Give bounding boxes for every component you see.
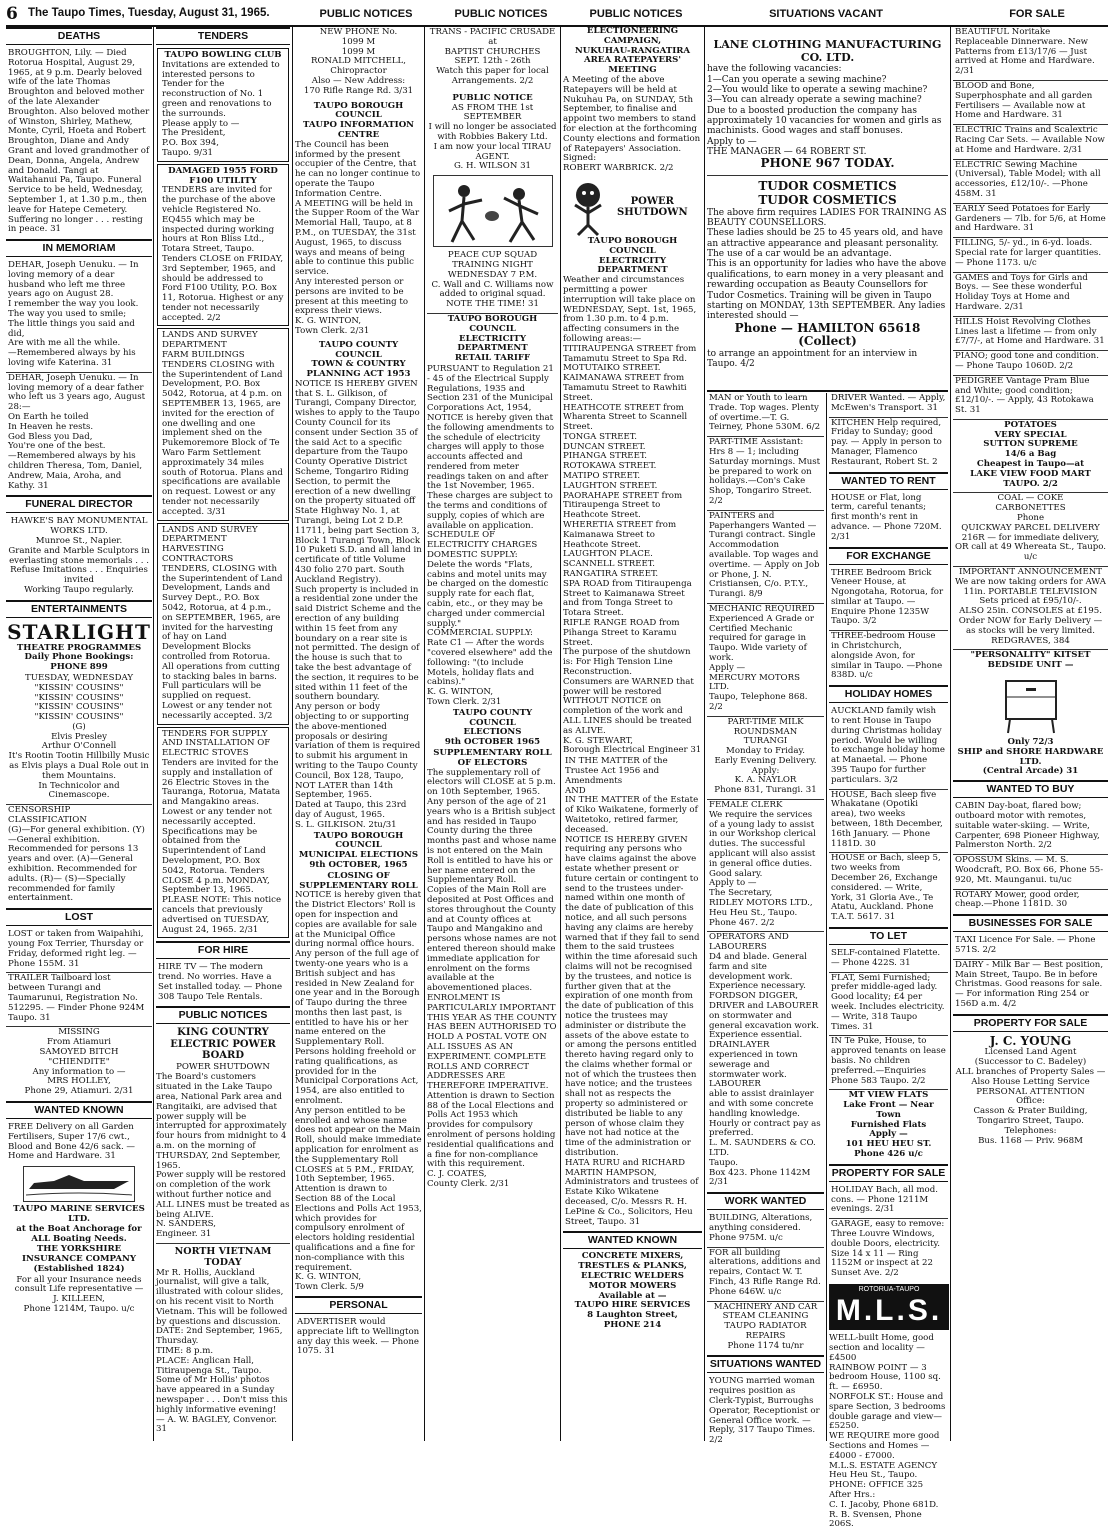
information-centre-notice: The Council has been informed by the present occupier of the Centre, that he can no longer continue to operate the Taupo Information Centre. A MEETING will be held in the Supper Room of the War Memorial Hall, Taupo, at 8 P.M., on TUESDAY, the 31st August, 1965, to discuss ways and means of being able to continue this public service. Any interested person or persons are invited to be present at this meeting to express their views. K. G. WINTON, Town Clerk. 2/31 [295, 139, 421, 336]
work-wanted-heading: WORK WANTED [707, 1192, 824, 1210]
games-toys-ad: GAMES and Toys for Girls and Boys. — See these wonderful Holiday Toys at Home and Hardware. 2/31 [953, 272, 1108, 314]
deaths-heading: DEATHS [6, 27, 152, 45]
kiko-estate-notice: IN THE MATTER of the Trustee Act 1956 and Amendments AND IN THE MATTER of the Estate of Kiko Waikatene, formerly of Waitetoko, retired farmer, deceased. NOTICE IS HEREBY GIVEN requiring any persons who have claims against the above estate whether present or future certain or contingent to send to the trustees under-named within one month of the date of publication of this notice, and all such persons having any claims are hereby warned that if they fail to send them to the said trustees within the time aforesaid such claims will not be recognised by the trustees, and notice is further given that at the expiration of one month from the date of publication of this notice the trustees may administer or distribute the assets of the above estate to or among the persons entitled thereto having regard only to the claims whether formal or not of which the trustees then have notice; and the trustees shall not as respects the property so administered or distributed be liable to any person of whose claim they have not had notice at the time of the administration or distribution. HATA RURU and RICHARD MARTIN HAMPSON, Administrators and trustees of Estate Kiko Wikatene deceased, C/o. Messrs R. H. LePine & Co., Solicitors, Heu Street, Taupo. 31 [565, 756, 700, 1227]
brick-house-ad: THREE Bedroom Brick Veneer House, at Ngongotaha, Rotorua, for similar at Taupo. — Enquire Phone 1235W Taupo. 3/2 [831, 567, 944, 627]
property-for-sale-heading-2: PROPERTY FOR SALE [953, 1014, 1108, 1032]
seed-potatoes-ad: EARLY Seed Potatoes for Early Gardeners — 7lb. for 5/6, at Home and Hardware. 31 [953, 203, 1108, 235]
jc-young-text: Licensed Land Agent (Successor to C. Badeley) ALL branches of Property Sales — Also House Letting Service PERSONAL ATTENTION Office: Casson & Prater Building, Tongariro Street, Taupo. Telephones: Bus. 1168 — Priv. 968M [955, 1047, 1106, 1146]
mls-listings: WELL-built Home, good section and locality — £4500 RAINBOW POINT — 3 bedroom House, 1100 sq. ft. — £6950. NORFOLK ST.: House and spare Section, 3 bedrooms double garage and view— £5250. WE REQUIRE more good Sections and Homes — £4000 - £7000. M.L.S. ESTATE AGENCY Heu Heu St., Taupo. PHONE: OFFICE 325 After Hrs.: C. I. Jacoby, Phone 681D. R. B. Svensen, Phone 206S. [829, 1333, 946, 1530]
mls-logo: ROTORUA-TAUPO M.L.S. [829, 1284, 949, 1330]
awa-television-ad: IMPORTANT ANNOUNCEMENT We are now taking orders for AWA 11in. PORTABLE TELEVISION Sets priced at £95/10/-. ALSO 25in. CONSOLES at £195. Order NOW for Early Delivery — as stocks will be very limited. REDGRAVES, 384 [953, 566, 1108, 647]
tudor-cosmetics-text: The above firm requires LADIES FOR TRAINING AS BEAUTY COUNSELLORS. These ladies should be 25 to 45 years old, and have an attractive appearance and pleasant personality. The use of a car would be an advantage. This is an opportunity for ladies who have the above qualifications, to earn money in a very pleasant and rewarding occupation as Beauty Counsellors for Tudor Cosmetics. Training will be given in Taupo starting on MONDAY, 13th SEPTEMBER. Any ladies interested should — [707, 207, 947, 322]
column-1 [6, 27, 152, 1441]
part-time-assistant-ad: PART-TIME Assistant: Hrs 8 — 1; including Saturday mornings. Must be prepared to work on holidays.—Con's Cake Shop, Tongariro Street. 2/2 [707, 436, 824, 508]
lost-trailer: TRAILER Tailboard lost between Turangi and Taumarunui, Registration No. 512295. — Finder Phone 924M Taupo. 31 [6, 972, 152, 1024]
property-for-sale-heading: PROPERTY FOR SALE [829, 1164, 948, 1182]
closing-roll-notice: NOTICE is hereby given that the District Electors' Roll is open for inspection and copies are available for sale at the Municipal Office during normal office hours. Any person of the full age of twenty-one years who is a British subject and has resided in New Zealand for one year and in the Borough of Taupo during the three months then last past, is entitled to have his or her name entered on the Supplementary Roll. Persons holding freehold or rating qualifications, as provided for in the Municipal Corporations Act, 1954, are also entitled to enrolment. Any person entitled to be enrolled and whose name does not appear on the Main Roll, should make immediate application for enrolment as the Supplementary Roll CLOSES at 5 P.M., FRIDAY, 10th September, 1965. Attention is drawn to Section 88 of the Local Elections and Polls Act 1953, which provides for compulsory enrolment of electors holding residential qualifications and a fine for non-compliance with this requirement. K. G. WINTON, Town Clerk. 5/9 [295, 890, 422, 1293]
column-6a [707, 393, 824, 1446]
campaign-title: ELECTIONEERING CAMPAIGN, NUKUHAU-RANGATIRA AREA RATEPAYERS' MEETING [574, 26, 691, 76]
filling-ad: FILLING, 5/- yd., in 6-yd. loads. Special rate for larger quantities. — Phone 1173. u/c [953, 237, 1108, 269]
flatette-ad: SELF-contained Flatette. — Phone 422S. 31 [831, 947, 941, 968]
memoriam-heading: IN MEMORIAM [6, 239, 152, 257]
female-clerk-ad: FEMALE CLERK We require the services of a young lady to assist in our Workshop clerical duties. The successful applicant will also assist in general office duties. Good salary. Apply to — The Secretary, RIDLEY MOTORS LTD., Heu Heu St., Taupo. Phone 467. 2/2 [707, 799, 824, 929]
personal-heading: PERSONAL [295, 1296, 422, 1314]
entertainments-heading: ENTERTAINMENTS [6, 600, 152, 618]
public-notices-heading: PUBLIC NOTICES [156, 1006, 290, 1024]
public-notice-title: PUBLIC NOTICE [452, 92, 533, 103]
lands-harvesting: LANDS AND SURVEY DEPARTMENT HARVESTING CONTRACTORS TENDERS, CLOSING with the Superintendent of Land Development, Lands and Survey Dept., P.O. Box 5042, Rotorua, at 4 p.m., on SEPTEMBER, 1965, are invited for the harvesting of hay on Land Development Blocks controlled from Rotorua. All operations from cutting to stacking bales in barns. Full particulars will be supplied on request. Lowest or any tender not necessarily accepted. 3/2 [157, 523, 289, 725]
ship-shore-ad: Only 72/3 SHIP and SHORE HARDWARE LTD. (Central Arcade) 31 [957, 737, 1104, 777]
page-number: 6 [6, 4, 18, 24]
starlight-title: STARLIGHT [7, 619, 151, 644]
kitset-ad: "PERSONALITY" KITSET BEDSIDE UNIT — [953, 649, 1108, 672]
lost-heading: LOST [6, 908, 152, 926]
tenders-heading: TENDERS [156, 27, 290, 45]
for-hire-heading: FOR HIRE [156, 941, 290, 959]
pram-ad: PEDIGREE Vantage Pram Blue and White; good condition; £12/10/-. — Apply, 43 Rotokawa St. 31 [953, 375, 1108, 417]
piano-ad: PIANO; good tone and condition. — Phone Taupo 1060D. 2/2 [953, 350, 1108, 373]
column-5 [563, 27, 702, 1441]
tbc-electricity-title: TAUPO BOROUGH COUNCIL ELECTRICITY DEPARTMENT [587, 235, 678, 276]
mechanic-ad: MECHANIC REQUIRED Experienced A Grade or Certified Mechanic required for garage in Taupo. Wide variety of work. Apply — MERCURY MOTORS LTD. Taupo, Telephone 868. 2/2 [707, 603, 824, 714]
power-shutdown-banner [563, 177, 702, 237]
situations-vacant-top [707, 27, 948, 387]
hills-hoist-ad: HILLS Hoist Revolving Clothes Lines last a lifetime — from only £7/7/-, at Home and Hardware. 31 [953, 316, 1108, 348]
column-6b [829, 393, 948, 1530]
situations-wanted-heading: SITUATIONS WANTED [707, 1355, 824, 1373]
finch-ad: FOR all building alterations, additions and repairs, Contact W. T. Finch, 43 Rifle Range Rd. Phone 646W. u/c [707, 1247, 824, 1299]
masthead-line: The Taupo Times, Tuesday, August 31, 1965. [28, 7, 270, 19]
te-puke-house-ad: IN Te Puke, House, to approved tenants on lease basis. No children preferred.—Enquiries Phone 583 Taupo. 2/2 [829, 1035, 948, 1087]
electric-mascot-illustration [563, 177, 613, 237]
tudor-cosmetics-phone: Phone — HAMILTON 65618 (Collect) [734, 320, 921, 349]
lands-farm-buildings: LANDS AND SURVEY DEPARTMENT FARM BUILDINGS TENDERS CLOSING with the Superintendent of Land Development, P.O. Box 5042, Rotorua, at 4 p.m. on SEPTEMBER 13, 1965, are invited for the erection of one dwelling and one implement shed on the Pukemoremore Block of Te Waro Farm Settlement approximately 34 miles south of Rotorua. Plans and specifications are available on request. Lowest or any tender not necessarily accepted. 3/31 [157, 328, 289, 520]
lane-clothing-phone: PHONE 967 TODAY. [760, 156, 895, 171]
theatre-programmes: THEATRE PROGRAMMES Daily Phone Bookings: PHONE 899 [16, 642, 142, 673]
county-council-title: TAUPO COUNTY COUNCIL [318, 339, 399, 360]
operators-ad: OPERATORS AND LABOURERS D4 and blade. General farm and site development work. Experience necessary. FORDSON DIGGER, DRIVER and LABOURER on stormwater and general excavation work. Experience essential. DRAINLAYER experienced in town sewerage and stormwater work. LABOURER able to assist drainlayer and with some concrete handling knowledge. Hourly or contract pay as preferred. L. M. SAUNDERS & CO. LTD. Taupo. Box 423. Phone 1142M 2/31 [707, 931, 824, 1189]
ford-utility-notice: TENDERS are invited for the purchase of the above vehicle Registered No. EQ455 which may be inspected during working hours at Ron Bliss Ltd., Totara Street, Taupo. Tenders CLOSE on FRIDAY, 3rd September, 1965, and should be addressed to Ford F100 Utility, P.O. Box 11, Rotorua. Highest or any tender not necessarily accepted. 2/2 [162, 185, 284, 323]
businesses-for-sale-heading: BUSINESSES FOR SALE [953, 914, 1108, 932]
kitchen-help-ad: KITCHEN Help required, Friday to Sunday; good pay. — Apply in person to Manager, Flamenco Restaurant, Robert St. 2 [829, 417, 948, 469]
wanted-to-buy-heading: WANTED TO BUY [953, 780, 1108, 798]
dairy-milk-bar-ad: DAIRY - Milk Bar — Best position, Main Street, Taupo. Be in before Christmas. Good reasons for sale. — For information Ring 254 or 156D a.m. 4/2 [953, 959, 1108, 1011]
shutdown-areas-notice: Weather and circumstances permitting a power interruption will take place on WEDNESDAY, Sept. 1st, 1965, from 1.30 p.m. to 4 p.m. affecting consumers in the following areas:— TITIRAUPENGA STREET from Tamamutu Street to Spa Rd. MOTUTAIKO STREET. KAIMANAWA STREET from Tamamutu Street to Rawhiti Street. HEATHCOTE STREET from Wharenta Street to Scannell Street. TONGA STREET. DUNCAN STREET. PIHANGA STREET. ROTOKAWA STREET. MATIPO STREET. LAUGHTON STREET. PAORAHAPE STREET from Titiraupenga Street to Heathcote Street. WHERETIA STREET from Kaimanawa Street to Heathcote Street. LAUGHTON PLACE. SCANNELL STREET. RANGATIRA STREET. SPA ROAD from Titiraupenga Street to Kaimanawa Street and from Tonga Street to Totara Street. RIFLE RANGE ROAD from Pihanga Street to Karamu Street. The purpose of the shutdown is: For High Tension Line Reconstruction. Consumers are WARNED that power will be restored WITHOUT NOTICE on completion of the work and ALL LINES should be treated as ALIVE. K. G. STEWART, Borough Electrical Engineer 31 [563, 275, 702, 756]
bowling-club-title: TAUPO BOWLING CLUB [164, 49, 282, 60]
bowling-club-notice: Invitations are extended to interested persons to Tender for the reconstruction of No. 1 green and renovations to the surrounds. Please apply to — The President, P.O. Box 394, Taupo. 9/31 [162, 59, 280, 158]
personal-ad: ADVERTISER would appreciate lift to Wellington any day this week. — Phone 1075. 31 [297, 1316, 420, 1357]
christchurch-house-ad: THREE-bedroom House in Christchurch, alongside Avon, for similar in Taupo. —Phone 838D. u/c [829, 630, 948, 682]
wilson-notice: AS FROM THE 1st SEPTEMBER I will no longer be associated with Robbies Bakery Ltd. I am now your local TIRAU AGENT. G. H. WILSON 31 [428, 102, 557, 172]
ford-utility-title: DAMAGED 1955 FORD F100 UTILITY [168, 165, 278, 186]
free-delivery-ad: FREE Delivery on all Garden Fertilisers, Super 17/6 cwt., Blood and Bone 42/6 sack. — Home and Hardware. 31 [8, 1121, 136, 1162]
county-elections-title: TAUPO COUNTY COUNCIL ELECTIONS 9th OCTOBER 1965 [444, 707, 541, 748]
retail-tariff-notice: PURSUANT to Regulation 21 - 45 of the Electrical Supply Regulations, 1935 and Section 231 of the Municipal Corporations Act, 1954, NOTICE is hereby given that the following amendments to the schedule of electricity charges will apply to those accounts affected and rendered from meter readings taken on and after the 1st November, 1965. These charges are subject to the terms and conditions of supply, copies of which are available on application. SCHEDULE OF ELECTRICITY CHARGES DOMESTIC SUPPLY: Delete the words "Flats, cabins and motel units may be charged on the domestic supply rate for each flat, cabin, etc., or they may be charged under commercial supply." COMMERCIAL SUPPLY: Rate C1 — After the words "covered elsewhere" add the following: "(to include Motels, holiday flats and cabins)." K. G. WINTON, Town Clerk. 2/31 [427, 363, 555, 708]
to-let-heading: TO LET [829, 927, 948, 945]
electric-stoves-tender: TENDERS FOR SUPPLY AND INSTALLATION OF ELECTRIC STOVES Tenders are invited for the supply and installation of 26 Electric Stoves in the Tauranga, Rotorua, Matata and Mangakino areas. Lowest or any tender not necessarily accepted. Specifications may be obtained from the Superintendent of Land Development, P.O. Box 5042, Rotorua. Tenders CLOSE 4 p.m. MONDAY, September 13, 1965. PLEASE NOTE: This notice cancels that previously advertised on TUESDAY, August 24, 1965. 2/31 [157, 727, 289, 939]
missing-samoyed: MISSING From Atiamuri SAMOYED BITCH "CHIENDITE" Any information to — MRS HOLLEY, Phone 29, Atiamuri. 2/31 [6, 1026, 152, 1098]
coal-coke-ad: COAL — COKE CARBONETTES Phone QUICKWAY PARCEL DELIVERY 216R — for immediate delivery, OR call at 49 Whereata St., Taupo. u/c [953, 492, 1108, 564]
supplementary-roll-title: SUPPLEMENTARY ROLL OF ELECTORS [433, 748, 552, 768]
closing-roll-title: CLOSING OF SUPPLEMENTARY ROLL [299, 870, 418, 891]
lane-clothing-title: LANE CLOTHING MANUFACTURING CO. LTD. [713, 38, 942, 64]
funeral-heading: FUNERAL DIRECTOR [6, 495, 152, 513]
vietnam-title: NORTH VIETNAM TODAY [156, 1243, 290, 1269]
building-ad: BUILDING, Alterations, anything considered. Phone 975M. u/c [709, 1213, 813, 1243]
section-label-3: PUBLIC NOTICES [589, 8, 683, 20]
electric-trains-ad: ELECTRIC Trains and Scalextric Racing Car Sets. — Available Now at Home and Hardware. 2/31 [953, 124, 1108, 156]
wanted-known-heading: WANTED KNOWN [6, 1101, 152, 1119]
column-3 [295, 27, 422, 1441]
rotary-mower-ad: ROTARY Mower, good order, cheap.—Phone 1181D. 30 [953, 889, 1108, 912]
killeen-ad: For all your Insurance needs consult Life representative — J. KILLEEN, Phone 1214M, Taupo. u/c [14, 1274, 144, 1315]
section-label-5: FOR SALE [1009, 8, 1065, 20]
planning-act-title: TOWN & COUNTRY PLANNING ACT 1953 [306, 359, 411, 380]
kissin-cousins-listing: TUESDAY, WEDNESDAY "KISSIN' COUSINS" "KISSIN' COUSINS" "KISSIN' COUSINS" "KISSIN' COUSINS" (G) Elvis Presley Arthur O'Connell It's Rootin Tootin Hillbilly Music as Elvis plays a Dual Role out in them Mountains. In Technicolor and Cinemascope. [8, 672, 150, 801]
steam-cleaning-ad: MACHINERY AND CAR STEAM CLEANING TAUPO RADIATOR REPAIRS Phone 1174 tu/nr [707, 1301, 824, 1353]
blood-bone-ad: BLOOD and Bone, Superphosphate and all garden Fertilisers — Available now at Home and Hardware. 31 [953, 80, 1108, 122]
king-country-title: KING COUNTRY ELECTRIC POWER BOARD [170, 1027, 276, 1062]
lane-clothing-text: have the following vacancies: 1—Can you operate a sewing machine? 2—You would like to operate a sewing machine? 3—You can already operate a sewing machine? Due to a boosted production the company has approximately 10 vacancies for women and girls as machinists. Good wages and staff bonuses. Apply to — THE MANAGER — 64 ROBERT ST. [707, 64, 942, 158]
bach-whakatane-ad: HOUSE, Bach sleep five Whakatane (Opotiki area), two weeks between, 18th December, 16th January. — Phone 1181D. 30 [829, 789, 948, 851]
section-label-2: PUBLIC NOTICES [454, 8, 548, 20]
power-shutdown-title: POWER SHUTDOWN [176, 1061, 270, 1072]
retail-tariff-title: TAUPO BOROUGH COUNCIL ELECTRICITY DEPARTMENT RETAIL TARIFF [427, 313, 558, 365]
speedboat-illustration [23, 1166, 135, 1202]
page-header [6, 3, 1108, 27]
king-country-notice: The Board's customers situated in the Lake Taupo area, National Park area and Rangitaiki, are advised that power supply will be interrupted for approximately four hours from midnight to 4 a.m. on the morning of THURSDAY, 2nd September, 1965. Power supply will be restored on completion of the work without further notice and ALL LINES must be treated as being ALIVE. N. SANDERS, Engineer. 31 [156, 1072, 290, 1240]
new-phone-notice: NEW PHONE No. 1099 M 1099 M RONALD MITCHELL, Chiropractor Also — New Address: 170 Rifle Range Rd. 3/31 [303, 27, 414, 96]
hire-tv-ad: HIRE TV — The modern trend. No worries. Have a Set installed today. — Phone 308 Taupo Tele Rentals. [158, 962, 283, 1002]
wanted-known-heading-2: WANTED KNOWN [563, 1231, 702, 1249]
mt-view-flats-ad: MT VIEW FLATS Lake Front — Near Town Furnished Flats Apply — 101 HEU HEU ST. Phone 426 u/c [829, 1089, 948, 1161]
sewing-machine-ad: ELECTRIC Sewing Machine (Universal), Table Model; with all accessories, £12/10/-. —Phone 458M. 31 [953, 159, 1108, 201]
planning-notice: NOTICE IS HEREBY GIVEN that S. L. Gilkison, of Turangi, Company Director, wishes to apply to the Taupo County Council for its consent under Section 35 of the said Act to a specific departure from the Taupo County Operative District Scheme, Tongariro Riding Section, to permit the erection of a new dwelling on the property situated off State Highway No. 1, at Turangi, being Lot 2 D.P. 11711, being part Section 3, Block 1 Turangi Town, Block 10 Puketi S.D. and all land in certificate of title Volume 430 folio 270 part. South Auckland Registry). Such property is included in a residential zone under the said District Scheme and the erection of any building within 15 feet from any boundary on a rear site is not permitted. The design of the house is such that to take the best advantage of the section, it requires to be sited within 11 feet of the southern boundary. Any person or body objecting to or supporting the above-mentioned proposals or desiring variation of them is required to submit his argument in writing to the Taupo County Council, Box 128, Taupo, NOT LATER than 14th September, 1965. Dated at Taupo, this 23rd day of August, 1965. S. L. GILKISON. 2tu/31 [295, 378, 422, 830]
noritake-ad: BEAUTIFUL Noritake Replaceable Dinnerware. New Patterns from £13/17/6 — Just arrived at Home and Hardware. 2/31 [955, 27, 1095, 77]
jc-young-title: J. C. YOUNG [989, 1033, 1072, 1048]
yorkshire-insurance: THE YORKSHIRE INSURANCE COMPANY (Established 1824) [22, 1244, 136, 1274]
taxi-licence-ad: TAXI Licence For Sale. — Phone 571S. 2/2 [955, 935, 1096, 955]
sutton-supreme-ad: POTATOES VERY SPECIAL SUTTON SUPREME 14/6 a Bag Cheapest in Taupo—at LAKE VIEW FOOD MART TAUPO. 2/2 [953, 419, 1108, 491]
driver-wanted-ad: DRIVER Wanted. — Apply, McEwen's Transport. 31 [831, 393, 946, 413]
bach-te-atatu-ad: HOUSE or Bach, sleep 5, two weeks from December 26, Exchange considered. — Write, York, 31 Gloria Ave., Te Atatu, Auckland. Phone T.A.T. 5617. 31 [829, 852, 948, 924]
holiday-homes-heading: HOLIDAY HOMES [829, 685, 948, 703]
opossum-skins-ad: OPOSSUM Skins. — M. S. Woodcraft, P.O. Box 66, Phone 55-920, Mt. Maunganui. tu/uc [953, 854, 1108, 886]
borough-council-title: TAUPO BOROUGH COUNCIL [313, 100, 404, 121]
auckland-family-ad: AUCKLAND family wish to rent House in Taupo during Christmas holiday period. Would be willing to exchange holiday home at Manaetal. — Phone 395 Taupo for further particulars. 3/2 [831, 706, 945, 785]
football-players-illustration [433, 175, 553, 247]
censorship-classification: CENSORSHIP CLASSIFICATION (G)—For general exhibition. (Y)—General exhibition. Recommended for persons 13 years and over. (A)—General exhibition. Recommended for adults. (R)— (S)—Specially recommended for family entertainment. [6, 804, 152, 905]
man-youth-ad: MAN or Youth to learn Trade. Top wages. Plenty of overtime.—T. G. Teirney, Phone 530M. 6/2 [709, 393, 821, 433]
painters-ad: PAINTERS and Paperhangers Wanted — Turangi contract. Single Accommodation available. Top wages and overtime. — Apply on Job or Phone, J. N. Cristiansen, C/o. P.T.Y., Turangi. 8/9 [707, 510, 824, 601]
house-flat-ad: HOUSE or Flat, long term, careful tenants; first month's rent in advance. — Phone 720M. 2/31 [831, 492, 942, 542]
cabin-boat-ad: CABIN Day-boat, flared bow; outboard motor with remotes, suitable water-skiing. — Write, Carpenter, 698 Pioneer Highway, Palmerston North. 2/2 [955, 801, 1100, 851]
tudor-cosmetics-end: to arrange an appointment for an interview in Taupo. 4/2 [707, 349, 918, 370]
wanted-to-rent-heading: WANTED TO RENT [829, 472, 948, 490]
column-4 [427, 27, 558, 1441]
campaign-notice: A Meeting of the above Ratepayers will be held at Nukuhau Pa, on SUNDAY, 5th September, to finalise and appoint two members to stand for election at the forthcoming County elections and formation of Ratepayers' Association. Signed: ROBERT WARBRICK. 2/2 [563, 74, 701, 174]
information-centre-title: TAUPO INFORMATION CENTRE [302, 120, 415, 140]
memoriam-dehar-1: DEHAR, Joseph Uenuku. — In loving memory of a dear husband who left me three years ago on August 28. I remember the way you look. The way you used to smile; The little things you said and did, Are with me all the while. —Remembered always by his loving wife Katerina. 31 [8, 260, 139, 369]
vietnam-notice: Mr R. Hollis, Auckland journalist, will give a talk, illustrated with colour slides, on his recent visit to North Vietnam. This will be followed by questions and discussion. DATE: 2nd September, 1965, Thursday. TIME: 8 p.m. PLACE: Anglican Hall, Titiraupenga St., Taupo. Some of Mr Hollis' photos have appeared in a Sunday newspaper . . . Don't miss this highly informative evening! — A. W. BAGLEY, Convenor. 31 [156, 1267, 288, 1435]
young-woman-ad: YOUNG married woman requires position as Clerk-Typist, Burroughs Operator, Receptionist or General Office work. — Reply, 317 Taupo Times. 2/2 [709, 1376, 820, 1446]
municipal-elections-title: TAUPO BOROUGH COUNCIL MUNICIPAL ELECTIONS 9th OCTOBER, 1965 [298, 830, 419, 870]
milk-roundsman-ad: PART-TIME MILK ROUNDSMAN TURANGI Monday to Friday. Early Evening Delivery. Apply: K. A. NAYLOR Phone 831, Turangi. 31 [707, 716, 824, 797]
lost-terrier: LOST or taken from Waipahihi, young Fox Terrier, Thursday or Friday, deformed right leg. — Phone 155M. 31 [8, 929, 144, 969]
crusade-notice: TRANS - PACIFIC CRUSADE at BAPTIST CHURCHES SEPT. 12th - 26th Watch this paper for local Arrangements. 2/2 [429, 27, 556, 86]
tudor-cosmetics-title: TUDOR COSMETICS TUDOR COSMETICS [707, 175, 948, 208]
garage-ad: GARAGE, easy to remove: Three Louvre Windows, double Doors, electricity. Size 14 x 11 — Ring 1152M or inspect at 22 Sunset Ave. 2/2 [829, 1218, 948, 1280]
peace-cup-notice: PEACE CUP SQUAD TRAINING NIGHT WEDNESDAY 7 P.M. C. Wall and C. Williams now added to original squad. NOTE THE TIME! 31 [431, 250, 554, 310]
memoriam-dehar-2: DEHAR, Joseph Uenuku. — In loving memory of a dear father who left us 3 years ago, August 28:— On Earth he toiled In Heaven he rests. God Bless you Dad, You're one of the best. —Remembered always by his children Theresa, Tom, Daniel, Andrew, Maia, Aroha, and Kathy. 31 [6, 372, 152, 493]
for-exchange-heading: FOR EXCHANGE [829, 547, 948, 565]
taupo-marine-ad: TAUPO MARINE SERVICES LTD. at the Boat Anchorage for ALL Boating Needs. [13, 1204, 145, 1244]
supplementary-roll-notice: The supplementary roll of electors will CLOSE at 5 p.m. on 10th September, 1965. Any person of the age of 21 years who is a British subject and has resided in Taupo County during the three months past and whose name is not entered on the Main Roll is entitled to have his or her name entered on the Supplementary Roll. Copies of the Main Roll are deposited at Post Offices and stores throughout the County and at County offices at Taupo and Mangakino and persons whose names are not entered thereon should make immediate application for enrolment on the forms available at the abovementioned places. ENROLMENT IS PARTICULARLY IMPORTANT THIS YEAR AS THE COUNTY HAS BEEN AUTHORISED TO HOLD A POSTAL VOTE ON ALL ISSUES AS AN EXPERIMENT. COMPLETE ROLLS AND CORRECT ADDRESSES ARE THEREFORE IMPERATIVE. Attention is drawn to Section 88 of the Local Elections and Polls Act 1953 which provides for compulsory enrolment of persons holding residential qualifications and a fine for non-compliance with this requirement. C. J. COATES, County Clerk. 2/31 [427, 767, 557, 1190]
semi-furnished-flat-ad: FLAT, Semi Furnished; prefer middle-aged lady. Good locality; £4 per week. Includes electricity. — Write, 318 Taupo Times. 31 [829, 972, 948, 1034]
hawkes-bay-ad: HAWKE'S BAY MONUMENTAL WORKS LTD. Munroe St., Napier. Granite and Marble Sculptors in everlasting stone memorials . . . Refuse Imitations . . . Enquiries invited Working Taupo regularly. [8, 516, 150, 595]
bedside-unit-illustration [996, 675, 1066, 735]
section-label-1: PUBLIC NOTICES [319, 8, 413, 20]
death-notice-broughton: BROUGHTON, Lily. — Died Rotorua Hospital, August 29, 1965, at 9 p.m. Dearly beloved wife of the late Thomas Broughton and beloved mother of the late Alexander Broughton. Also beloved mother of Winston, Shirley, Mathew, Monte, Cyril, Hoeta and Robert Broughton, Diane and Andy Grant and loved grandmother of Dean, Donna, Angela, Andrew and Donald. Tangi at Waitahanui Pa, Taupo. Funeral Service to be held, Wednesday, September 1, at 1.30 p.m., then leave for Hatepe Cemetery. Suffering no longer . . . resting in peace. 31 [8, 47, 150, 235]
column-7 [953, 27, 1108, 1441]
section-label-4: SITUATIONS VACANT [769, 8, 883, 20]
power-shutdown-title: POWER SHUTDOWN [617, 195, 688, 218]
holiday-bach-ad: HOLIDAY Bach, all mod. cons. — Phone 1211M evenings. 2/31 [831, 1184, 938, 1215]
column-2 [156, 27, 290, 1441]
hire-services-ad: CONCRETE MIXERS, TRESTLES & PLANKS, ELECTRIC WELDERS MOTOR MOWERS Available at — TAUPO HIRE SERVICES 8 Laughton Street, PHONE 214 [574, 1251, 691, 1330]
